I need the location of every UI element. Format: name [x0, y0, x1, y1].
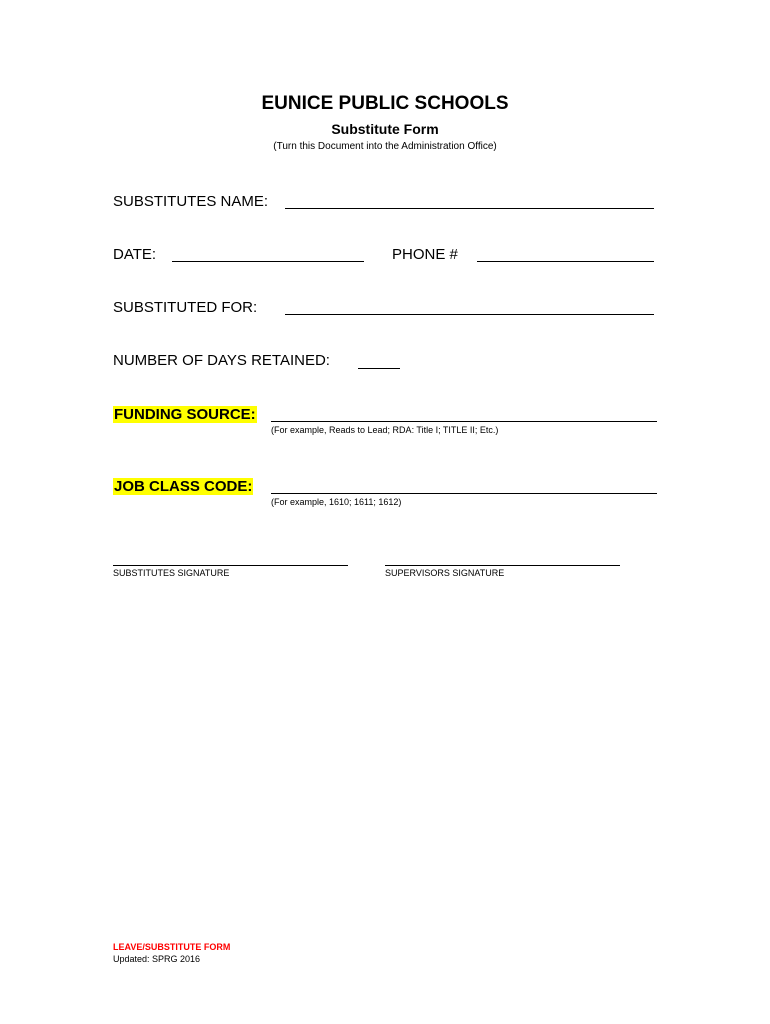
form-subtitle: Substitute Form — [331, 121, 439, 137]
supervisor-signature-label: SUPERVISORS SIGNATURE — [385, 568, 505, 578]
date-label: DATE: — [113, 246, 157, 263]
funding-source-field[interactable] — [271, 421, 657, 422]
instruction-text: (Turn this Document into the Administration Office) — [273, 141, 497, 152]
substituted-for-field[interactable] — [285, 314, 654, 315]
days-retained-field[interactable] — [358, 368, 400, 369]
phone-field[interactable] — [477, 261, 654, 262]
substitutes-name-field[interactable] — [285, 208, 654, 209]
phone-label: PHONE # — [392, 246, 458, 263]
funding-source-label: FUNDING SOURCE: — [114, 406, 256, 423]
job-class-code-field[interactable] — [271, 493, 657, 494]
days-retained-label: NUMBER OF DAYS RETAINED: — [113, 352, 330, 369]
job-class-code-label: JOB CLASS CODE: — [114, 478, 253, 495]
substitutes-name-label: SUBSTITUTES NAME: — [113, 193, 269, 210]
supervisor-signature-line[interactable] — [385, 565, 620, 566]
substitute-signature-line[interactable] — [113, 565, 348, 566]
substituted-for-label: SUBSTITUTED FOR: — [113, 299, 258, 316]
footer-form-name: LEAVE/SUBSTITUTE FORM — [113, 942, 231, 952]
job-class-code-hint: (For example, 1610; 1611; 1612) — [271, 497, 402, 507]
page-title: EUNICE PUBLIC SCHOOLS — [261, 93, 509, 114]
funding-source-hint: (For example, Reads to Lead; RDA: Title I; TITLE II; Etc.) — [271, 425, 499, 435]
date-field[interactable] — [172, 261, 364, 262]
substitute-signature-label: SUBSTITUTES SIGNATURE — [113, 568, 230, 578]
footer-updated: Updated: SPRG 2016 — [113, 954, 201, 964]
